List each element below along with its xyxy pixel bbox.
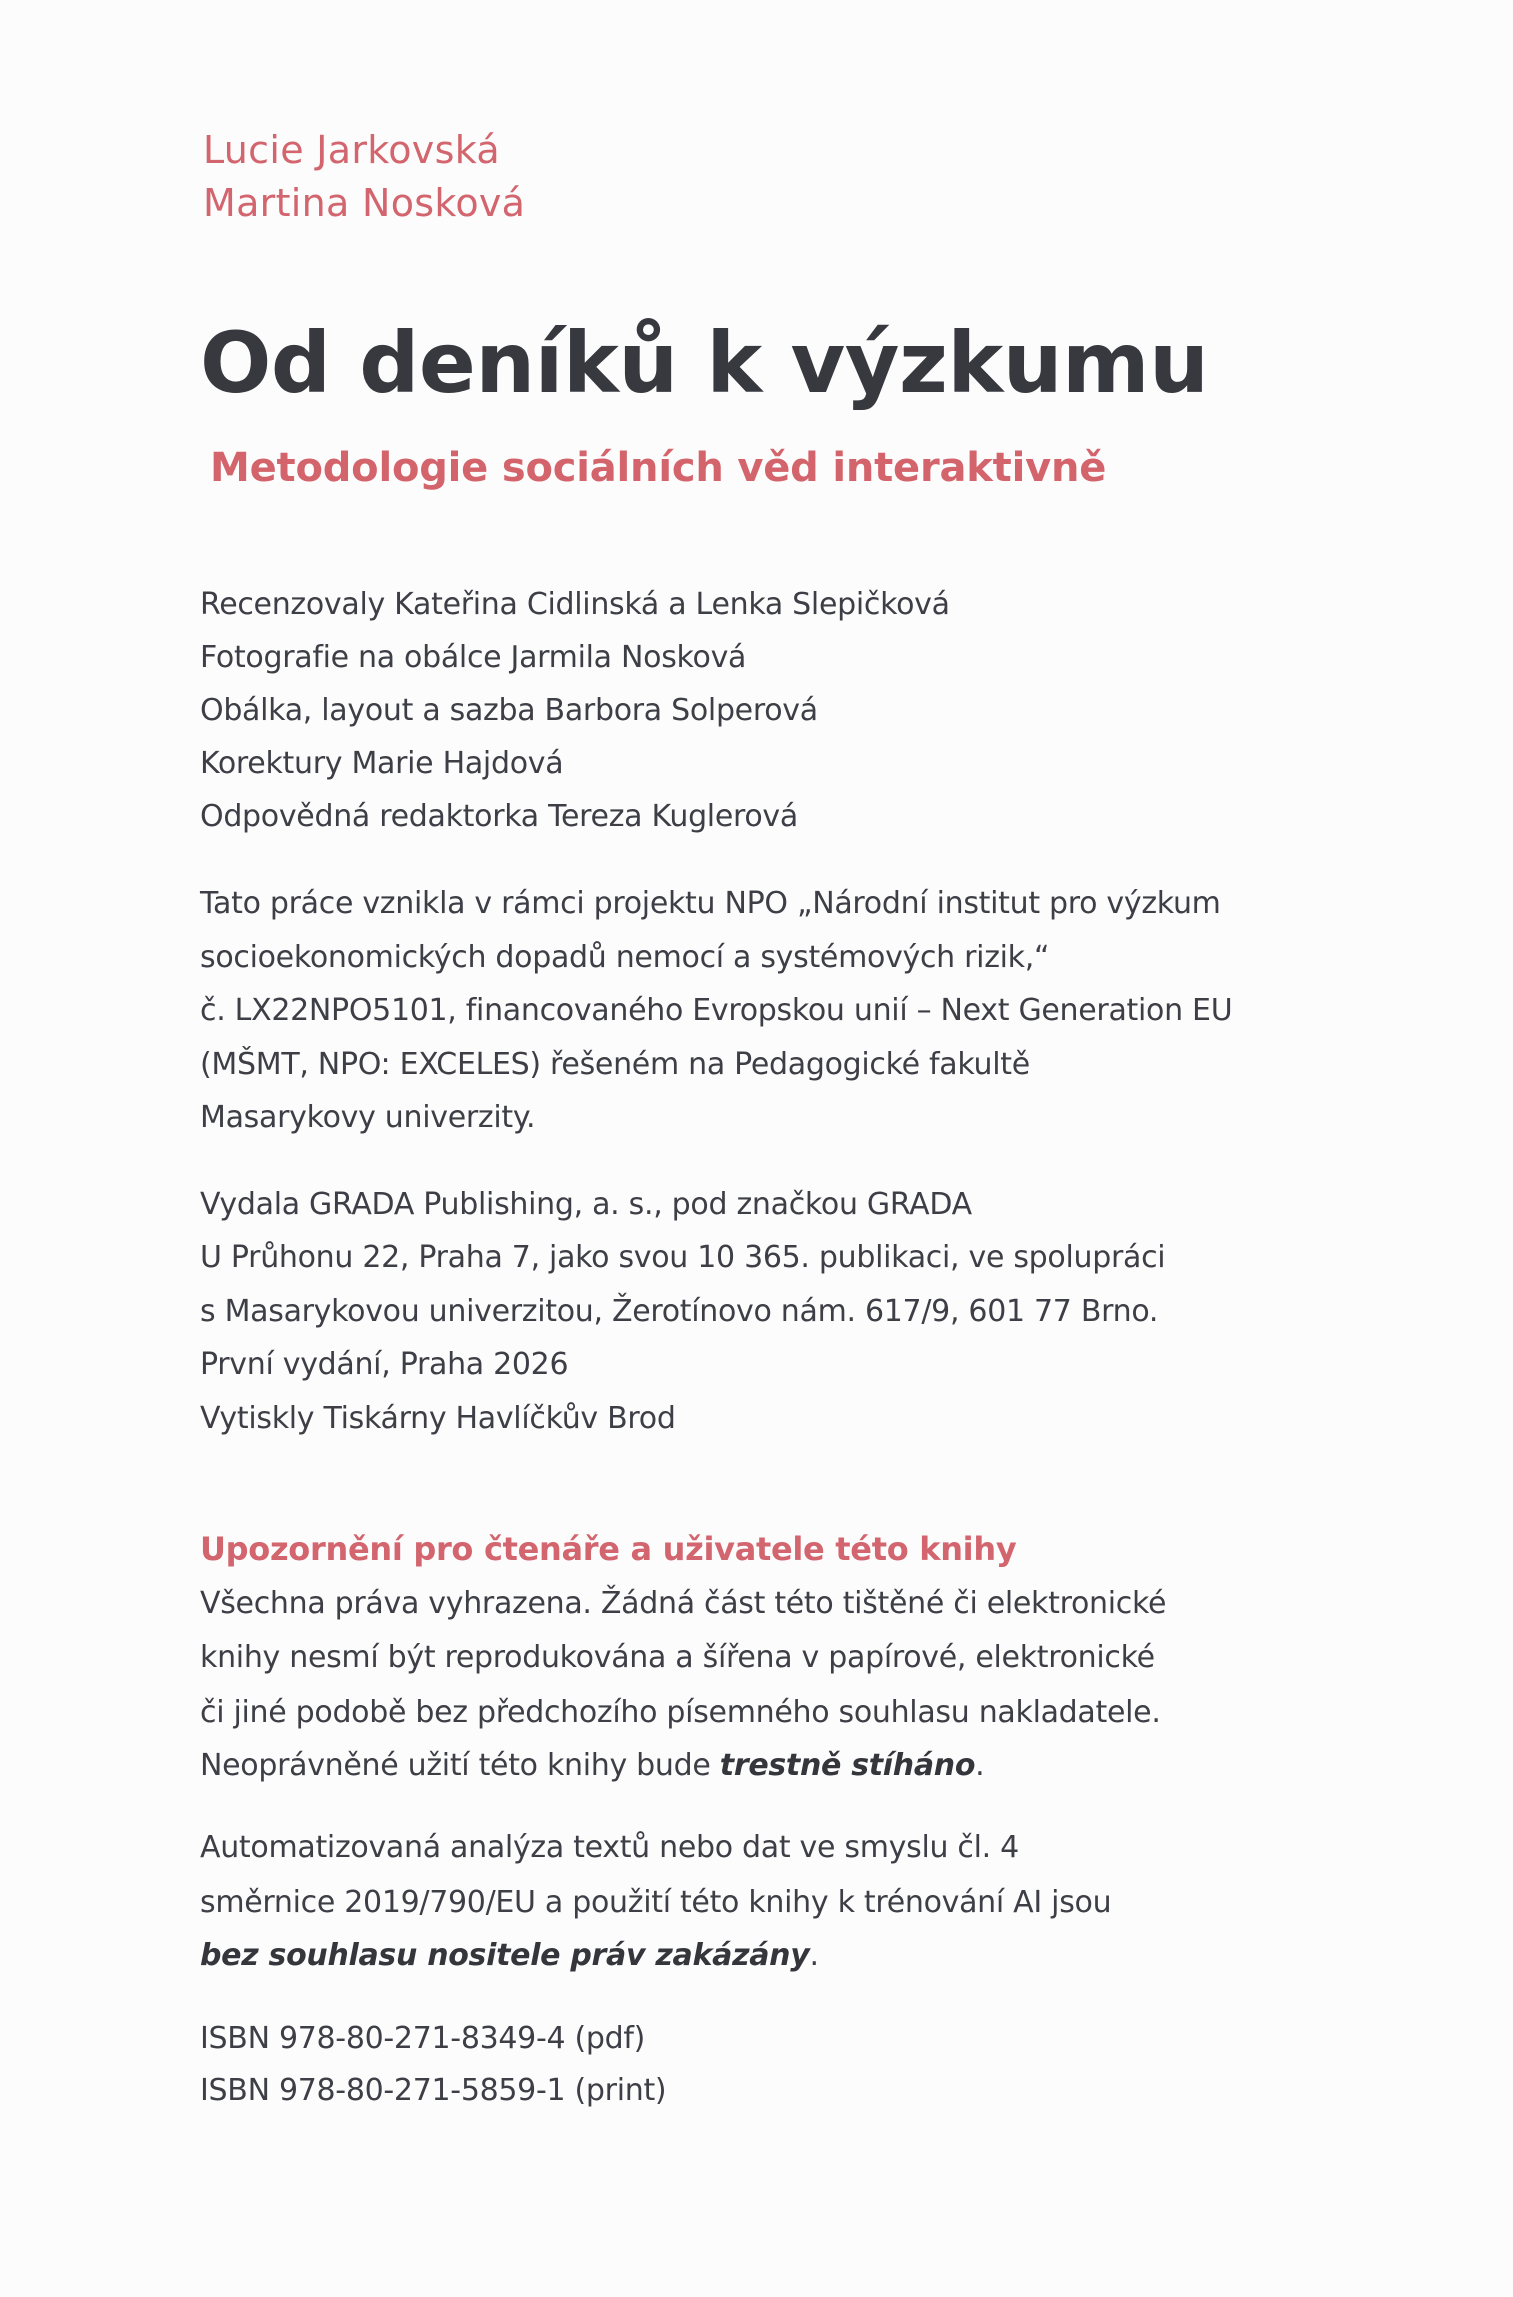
book-title: Od deníků k výzkumu [200,314,1209,412]
notice-line: či jiné podobě bez předchozího písemného souhlasu nakladatele. [200,1695,1161,1730]
ai-notice-punctuation: . [809,1938,819,1973]
publisher-line: První vydání, Praha 2026 [200,1347,569,1382]
notice-line: Všechna práva vyhrazena. Žádná část této tištěné či elektronické [200,1586,1167,1621]
ai-notice-line: Automatizovaná analýza textů nebo dat ve smyslu čl. 4 [200,1830,1019,1865]
notice-line [200,1748,985,1783]
notice-punctuation: . [975,1748,985,1783]
notice-line: knihy nesmí být reprodukována a šířena v papírové, elektronické [200,1640,1155,1675]
funding-line: č. LX22NPO5101, financovaného Evropskou unií – Next Generation EU [200,993,1233,1028]
publisher-line: U Průhonu 22, Praha 7, jako svou 10 365. publikaci, ve spolupráci [200,1240,1166,1275]
notice-heading: Upozornění pro čtenáře a uživatele této knihy [200,1530,1017,1568]
book-subtitle: Metodologie sociálních věd interaktivně [210,445,1107,491]
publisher-line: Vytiskly Tiskárny Havlíčkův Brod [200,1401,676,1436]
ai-notice-emphasis: bez souhlasu nositele práv zakázány [200,1938,810,1973]
funding-line: (MŠMT, NPO: EXCELES) řešeném na Pedagogické fakultě [200,1047,1030,1082]
isbn-line: ISBN 978-80-271-5859-1 (print) [200,2073,667,2108]
credit-line: Obálka, layout a sazba Barbora Solperová [200,693,818,728]
funding-line: socioekonomických dopadů nemocí a systémových rizik,“ [200,940,1050,975]
credit-line: Korektury Marie Hajdová [200,746,564,781]
publisher-line: Vydala GRADA Publishing, a. s., pod značkou GRADA [200,1187,972,1222]
funding-line: Tato práce vznikla v rámci projektu NPO „Národní institut pro výzkum [200,886,1221,921]
isbn-line: ISBN 978-80-271-8349-4 (pdf) [200,2021,646,2056]
ai-notice-line [200,1938,819,1973]
credit-line: Recenzovaly Kateřina Cidlinská a Lenka Slepičková [200,587,950,622]
author-name: Lucie Jarkovská [203,128,500,172]
publisher-line: s Masarykovou univerzitou, Žerotínovo nám. 617/9, 601 77 Brno. [200,1294,1159,1329]
notice-text: Neoprávněné užití této knihy bude [200,1748,720,1783]
author-name: Martina Nosková [203,181,526,225]
funding-line: Masarykovy univerzity. [200,1100,536,1135]
notice-emphasis: trestně stíháno [719,1748,976,1783]
ai-notice-line: směrnice 2019/790/EU a použití této knihy k trénování AI jsou [200,1885,1112,1920]
credit-line: Fotografie na obálce Jarmila Nosková [200,640,747,675]
credit-line: Odpovědná redaktorka Tereza Kuglerová [200,799,798,834]
